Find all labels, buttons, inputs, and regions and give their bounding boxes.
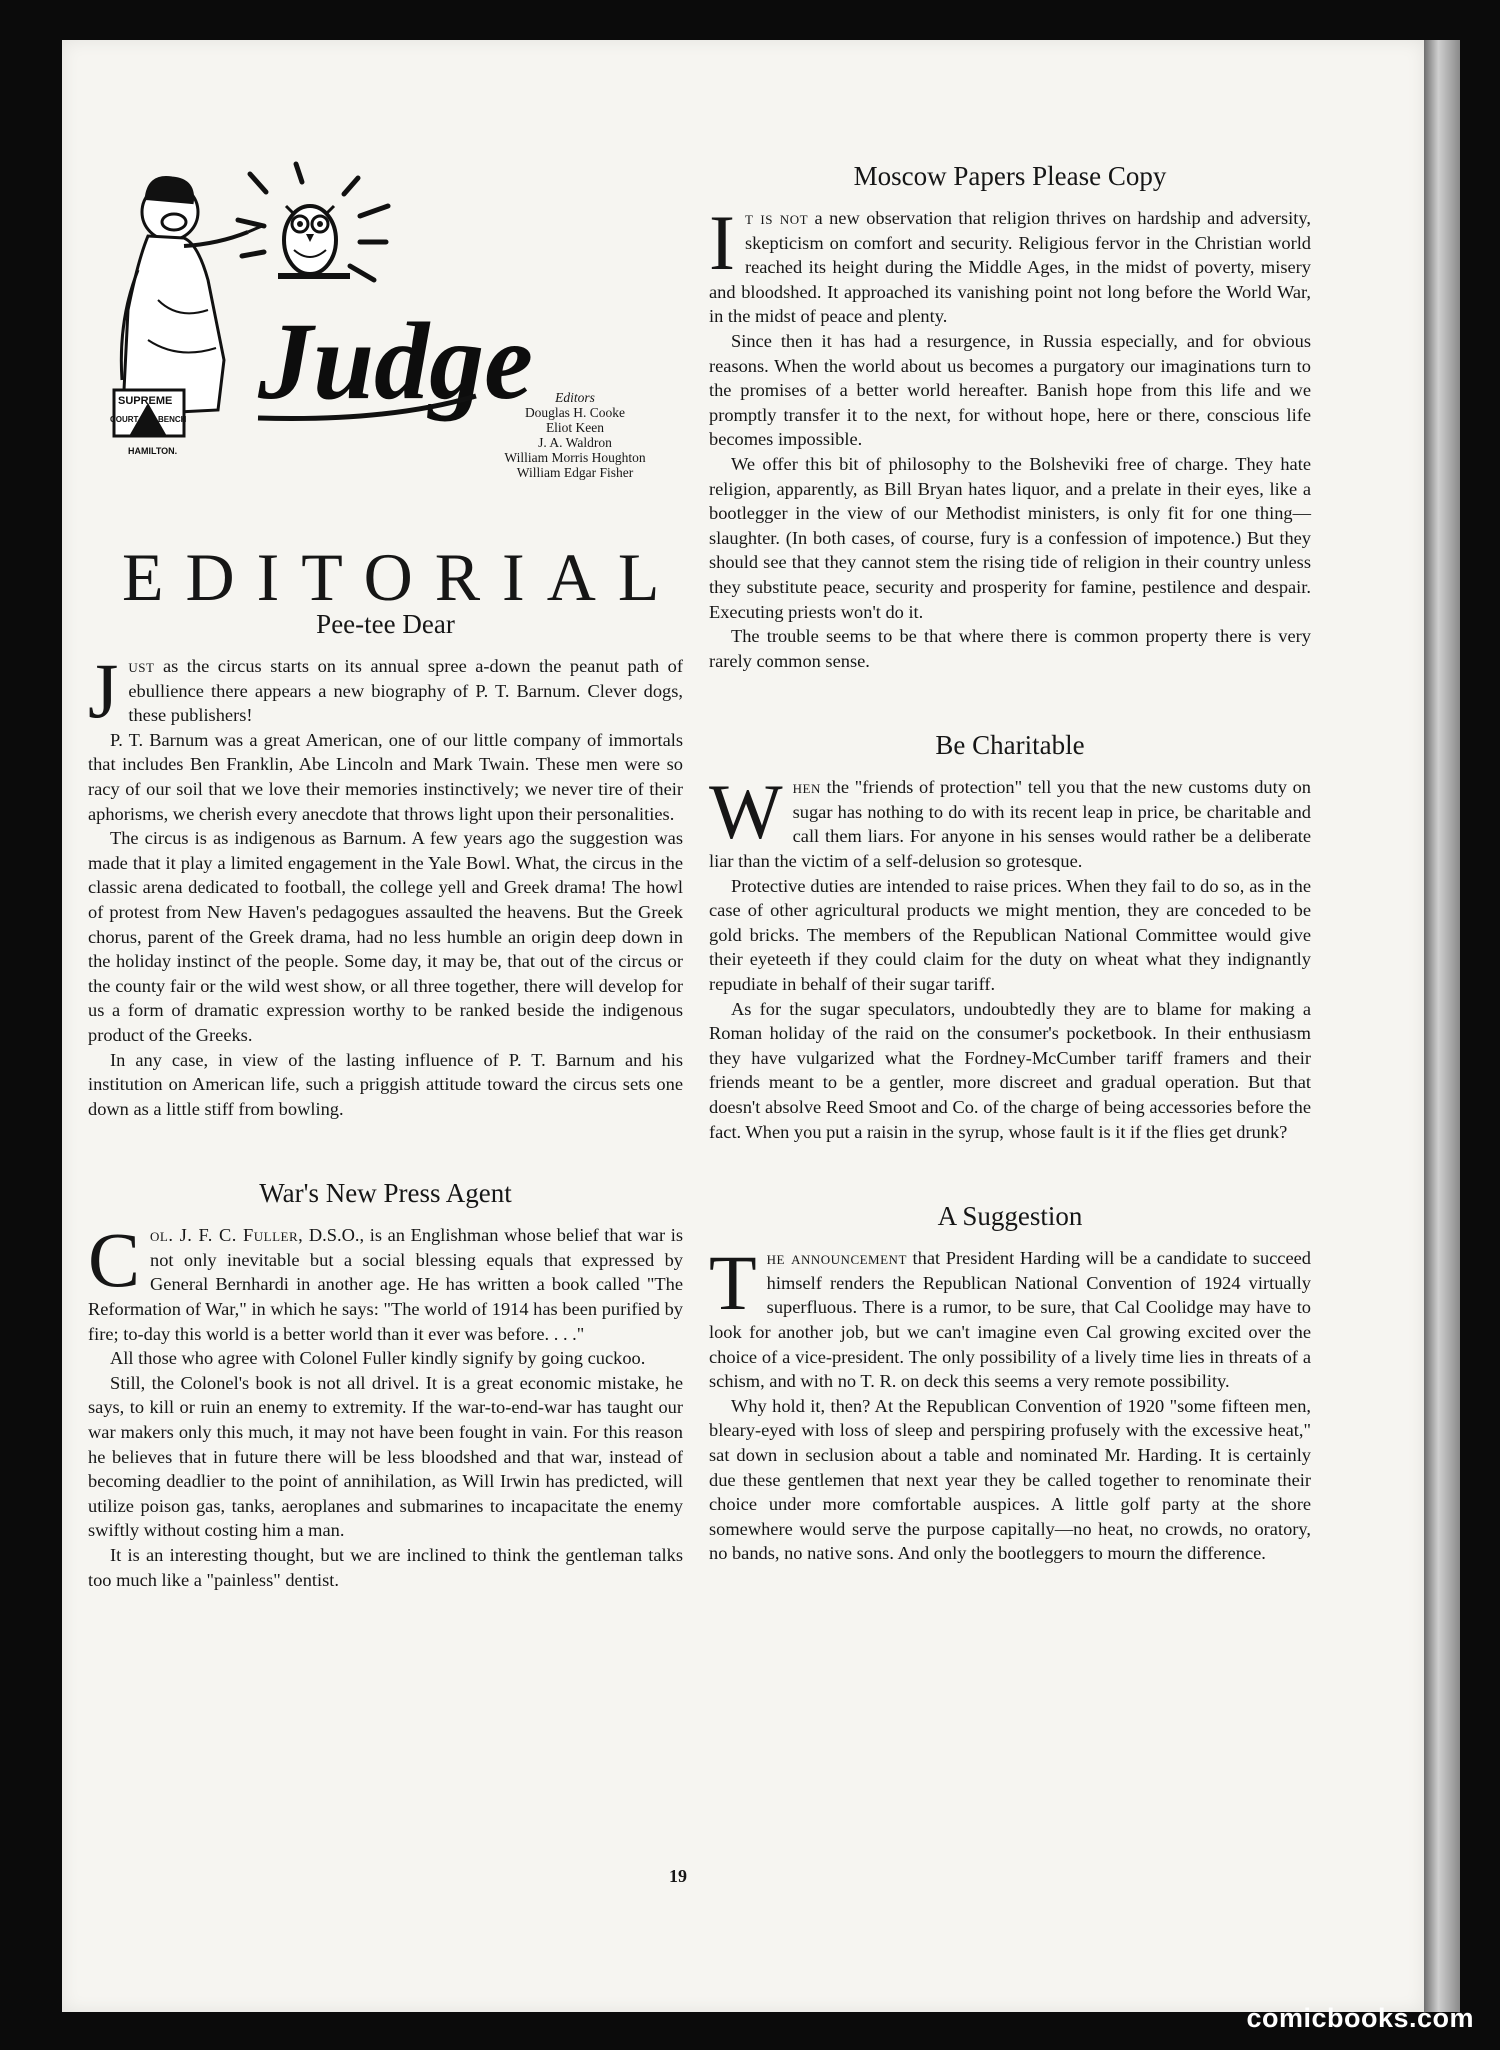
article-paragraph: Col. J. F. C. Fuller, D.S.O., is an Englishman whose belief that war is not only inevitable but a social blessing equals that expressed by General Bernhardi in another age. He has written a book called "The Reformation of War," in which he says: "The world of 1914 has been purified by fire; to-day this world is a better world than it ever was before. . . .": [88, 1216, 683, 1344]
editor-name: Eliot Keen: [545, 420, 605, 435]
drop-cap: T: [709, 1239, 757, 1327]
box-line-2: COURT: [110, 415, 139, 424]
article-paragraph: When the "friends of protection" tell you that the new customs duty on sugar has nothing to do with its recent leap in price, be charitable and call them liars. For anyone in his senses would rather be a deliberate liar than the victim of a self-delusion so grotesque.: [709, 768, 1311, 872]
article-paragraph: P. T. Barnum was a great American, one of our little company of immortals that includes Ben Franklin, Abe Lincoln and Mark Twain. These men were so racy of our soil that we love their memories instinctively; we never tire of their aphorisms, we cherish every anecdote that throws light upon their personalities.: [88, 729, 683, 824]
editor-name: William Morris Houghton: [504, 450, 646, 465]
article-pee-tee-dear: [88, 608, 683, 1121]
article-paragraph: Still, the Colonel's book is not all drivel. It is a great economic mistake, he says, to kill or ruin an enemy to extremity. If the war-to-end-war has taught our war makers only this much, it may not have been fought in vain. For this reason he believes that in future there will be less bloodshed and that war, instead of becoming deadlier to the point of annihilation, as Will Irwin has predicted, will utilize poison gas, tanks, aeroplanes and submarines to incapacitate the enemy swiftly without costing him a man.: [88, 1372, 683, 1541]
page-number: 19: [669, 1866, 687, 1886]
page-edge: [1424, 40, 1460, 2012]
judge-masthead-illustration: [88, 160, 533, 520]
editors-heading: Editors: [555, 390, 595, 405]
article-paragraph: In any case, in view of the lasting influence of P. T. Barnum and his institution on American life, such a priggish attitude toward the circus sets one down as a little stiff from bowling.: [88, 1049, 683, 1119]
owl-icon: [278, 206, 350, 276]
lead-caps: hen: [792, 777, 821, 798]
box-line-3: BENCH: [158, 415, 187, 424]
masthead: [88, 160, 683, 615]
drop-cap: W: [709, 768, 783, 856]
section-title: EDITORIAL: [122, 539, 682, 615]
editor-name: J. A. Waldron: [538, 435, 612, 450]
article-paragraph: All those who agree with Colonel Fuller kindly signify by going cuckoo.: [110, 1348, 646, 1369]
lead-caps: ust: [128, 656, 155, 676]
editor-name: William Edgar Fisher: [516, 465, 634, 480]
article-paragraph: Since then it has had a resurgence, in Russia especially, and for obvious reasons. When the world about us becomes a purgatory our imaginations turn to the promises of a better world hereafter. Banish hope from this life and we promptly transfer it to the next, for without hope, here or there, conscious life becomes impossible.: [709, 330, 1311, 450]
article-paragraph: The announcement that President Harding will be a candidate to succeed himself renders the Republican National Convention of 1924 virtually superfluous. There is a rumor, to be sure, that Cal Coolidge may have to look for another job, but we can't imagine even Cal growing excited over the choice of a vice-president. The only possibility of a lively time lies in threats of a schism, and with no T. R. on deck this seems a very remote possibility.: [709, 1239, 1311, 1392]
lead-caps: t is not: [744, 208, 809, 228]
box-line-1: SUPREME: [118, 395, 173, 407]
site-watermark: comicbooks.com: [1246, 2003, 1474, 2033]
article-paragraph: It is not a new observation that religion thrives on hardship and adversity, skepticism on comfort and security. Religious fervor in the Christian world reached its height during the Middle Ages, in the midst of poverty, misery and bloodshed. It approached its vanishing point not long before the World War, in the midst of peace and plenty.: [709, 199, 1311, 327]
article-moscow-papers: [709, 160, 1311, 673]
right-column: [709, 160, 1311, 1600]
left-column: [88, 160, 683, 1626]
article-wars-new-press-agent: [88, 1177, 683, 1592]
drop-cap: I: [709, 199, 735, 286]
lead-caps: ol. J. F. C. Fuller,: [150, 1225, 304, 1246]
article-title: War's New Press Agent: [259, 1178, 512, 1209]
article-paragraph: The trouble seems to be that where there is common property there is very rarely common sense.: [709, 626, 1311, 671]
article-paragraph: Just as the circus starts on its annual spree a-down the peanut path of ebullience there appears a new biography of P. T. Barnum. Clever dogs, these publishers!: [88, 647, 683, 734]
drop-cap: C: [88, 1216, 141, 1304]
editors-list: [480, 390, 670, 480]
article-paragraph: Protective duties are intended to raise prices. When they fail to do so, as in the case of other agricultural products we might mention, they are conceded to be gold bricks. The members of the Republican National Committee would give their eyeteeth if they could claim for the duty on wheat what they indignantly repudiate in behalf of their sugar tariff.: [709, 875, 1311, 995]
article-title: Pee-tee Dear: [316, 609, 455, 639]
article-title: Moscow Papers Please Copy: [853, 161, 1167, 191]
article-paragraph: Why hold it, then? At the Republican Convention of 1920 "some fifteen men, bleary-eyed with loss of sleep and perspiring profusely with the excessive heat," sat down in seclusion about a table and nominated Mr. Harding. It is certainly due these gentlemen that next year they be called together to renominate their choice under more comfortable auspices. A little golf party at the shore somewhere would serve the purpose capitally—no heat, no crowds, no oratory, no bands, no native sons. And only the bootleggers to mourn the difference.: [709, 1395, 1311, 1564]
article-paragraph: As for the sugar speculators, undoubtedly they are to blame for making a Roman holiday of the raid on the consumer's pocketbook. In their enthusiasm they have vulgarized what the Fordney-McCumber tariff framers and their friends meant to be a gentler, more discreet and gradual operation. But that doesn't absolve Reed Smoot and Co. of the charge of being accessories before the fact. When you put a raisin in the syrup, whose fault is it if the flies get drunk?: [709, 998, 1311, 1142]
article-a-suggestion: [709, 1200, 1311, 1566]
article-paragraph: The circus is as indigenous as Barnum. A few years ago the suggestion was made that it play a limited engagement in the Yale Bowl. What, the circus in the classic arena dedicated to football, the college yell and Greek drama! The howl of protest from New Haven's pedagogues assaulted the heavens. But the Greek chorus, parent of the Greek drama, had no less humble an origin deep down in the holiday instinct of the people. Some day, it may be, that out of the circus or the county fair or the wild west show, or all three together, there will develop for us a form of dramatic expression worthy to be ranked beside the indigenous product of the Greeks.: [88, 828, 683, 1045]
artist-signature: HAMILTON.: [128, 446, 178, 456]
drop-cap: J: [88, 647, 119, 734]
article-paragraph: It is an interesting thought, but we are inclined to think the gentleman talks too much like a "painless" dentist.: [88, 1545, 683, 1590]
lead-caps: he announcement: [766, 1248, 907, 1269]
editor-name: Douglas H. Cooke: [524, 405, 626, 420]
article-title: A Suggestion: [937, 1201, 1083, 1232]
article-paragraph: We offer this bit of philosophy to the Bolsheviki free of charge. They hate religion, apparently, as Bill Bryan hates liquor, and a prelate in their eyes, like a bootlegger in the view of our Methodist ministers, is only fit for one thing—slaughter. (In both cases, of course, fury is a confession of impotence.) But they should see that they cannot stem the rising tide of religion in their country unless they substitute peace, security and prosperity for famine, pestilence and despair. Executing priests won't do it.: [709, 453, 1311, 622]
judge-logo: Judge: [258, 300, 533, 422]
article-be-charitable: [709, 729, 1311, 1144]
article-title: Be Charitable: [935, 730, 1085, 761]
